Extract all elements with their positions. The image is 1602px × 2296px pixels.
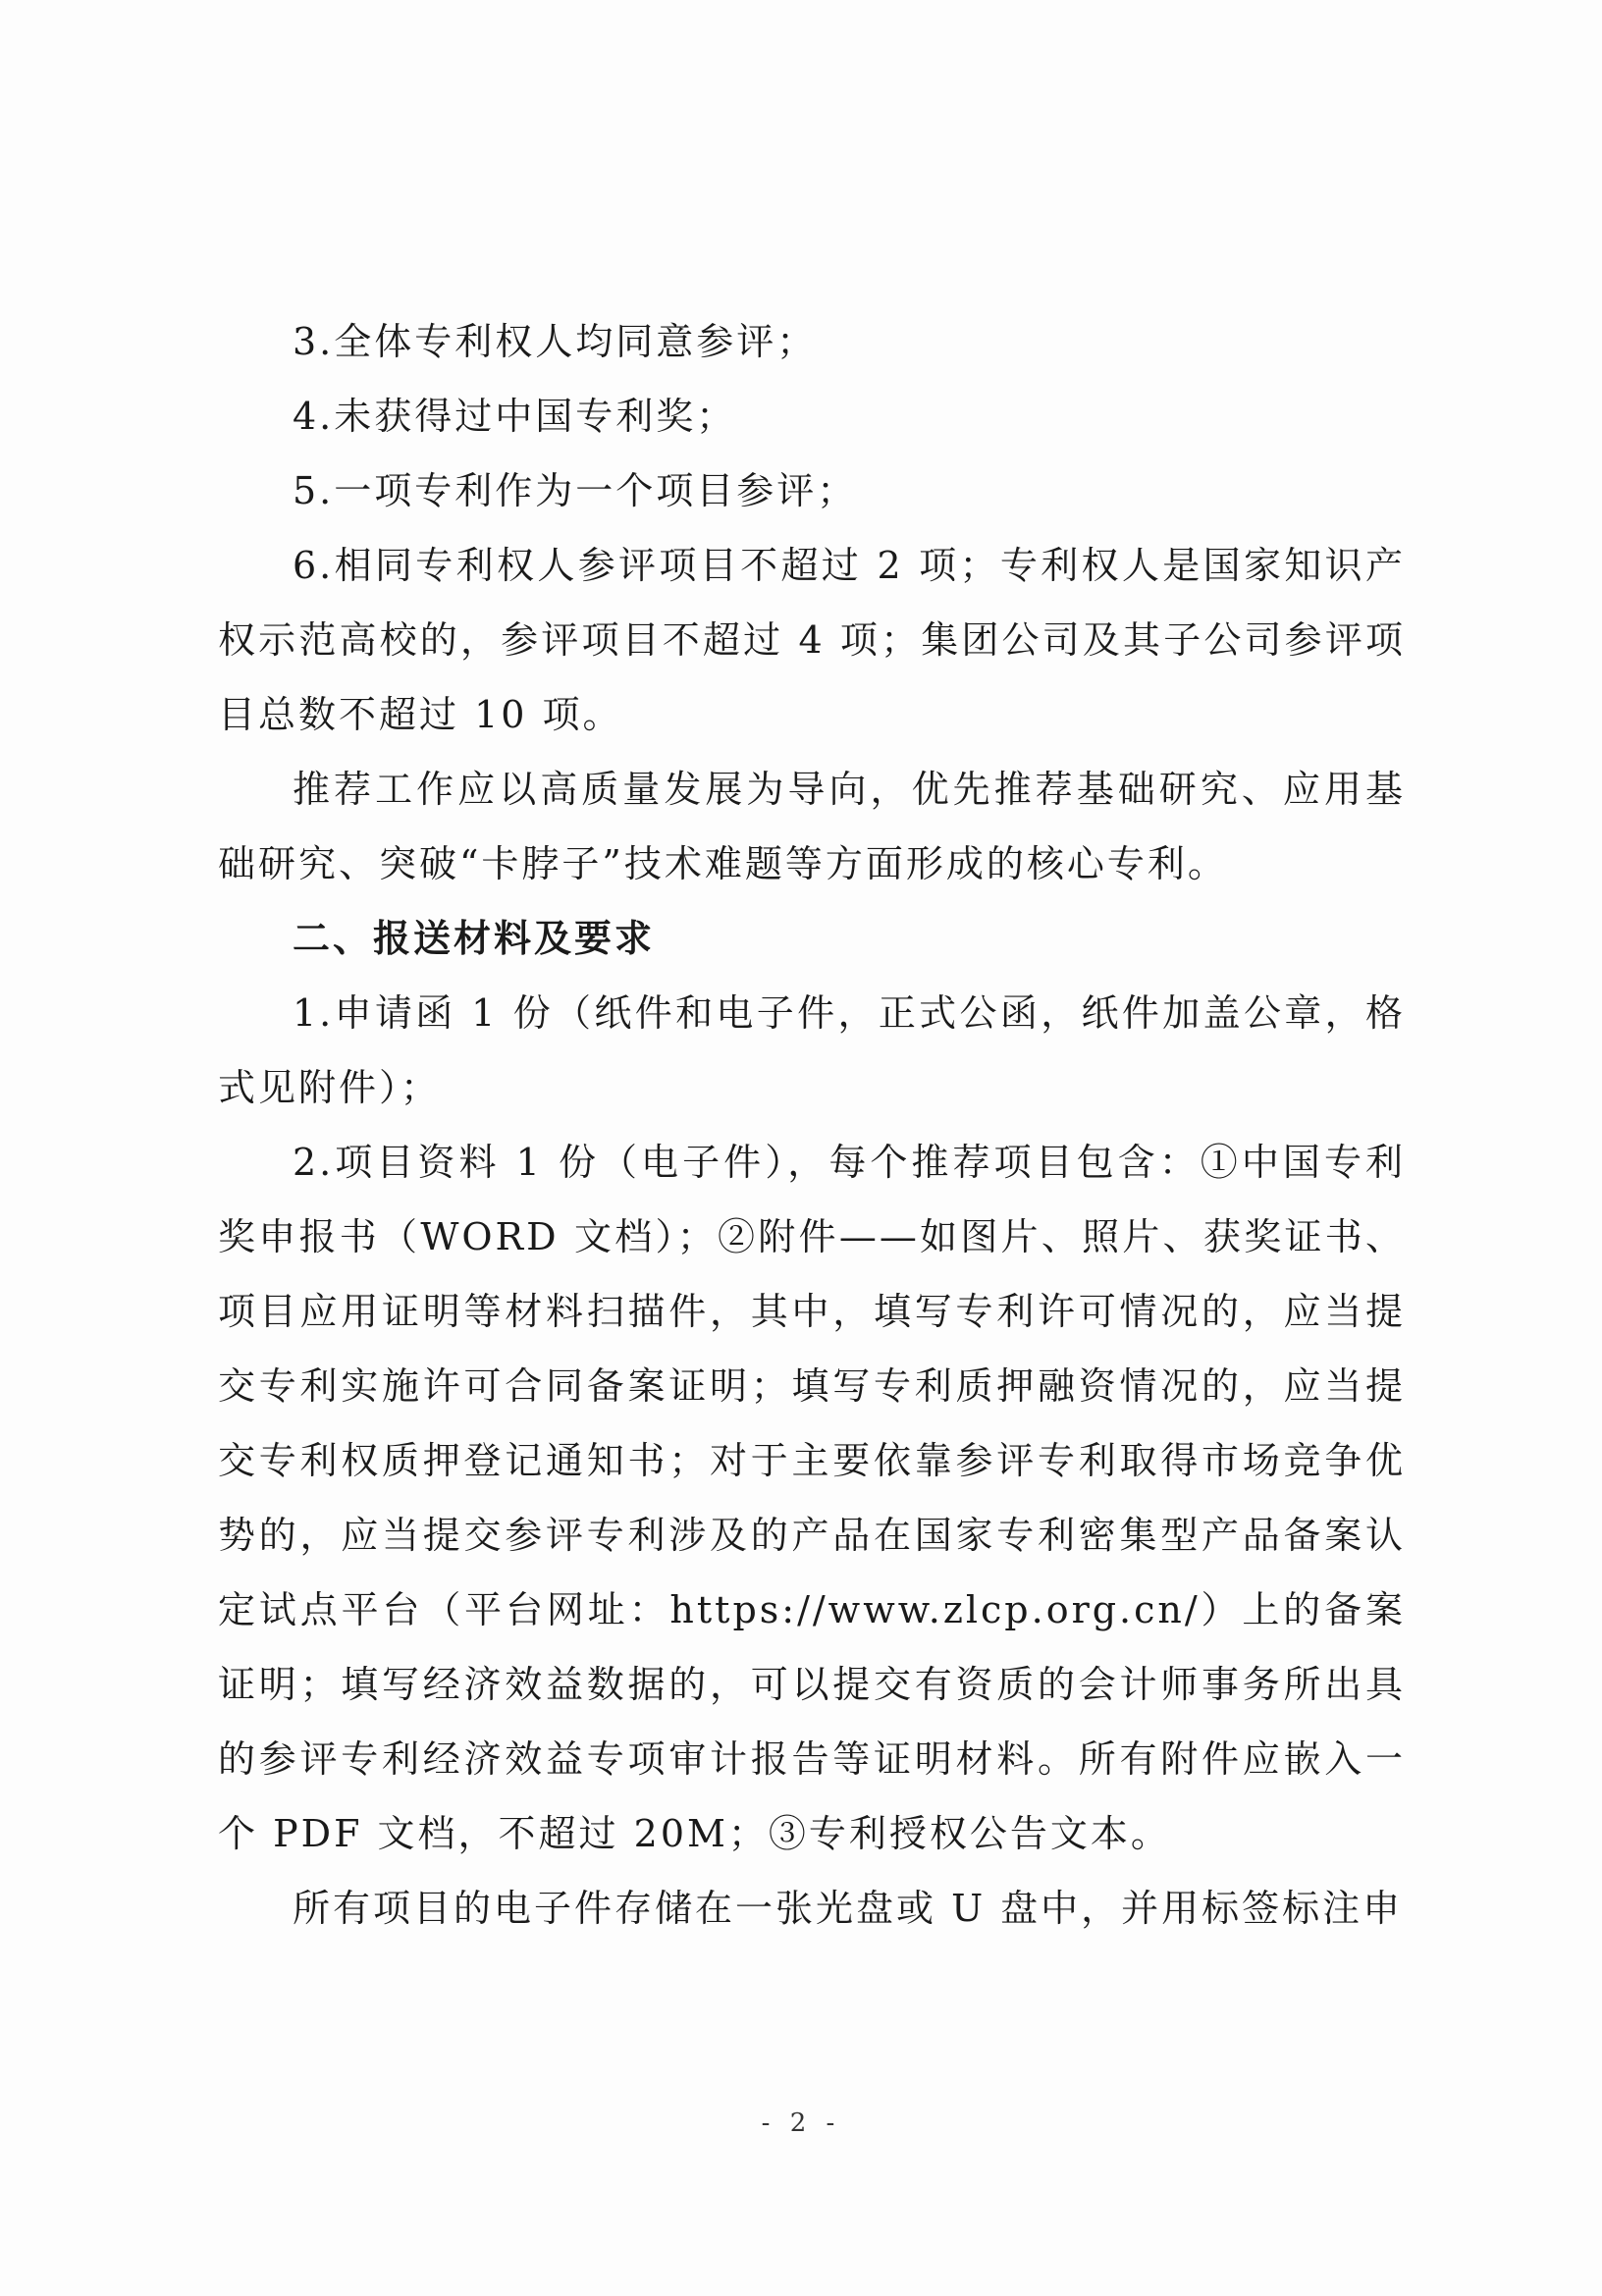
requirement-item-3: 3.全体专利权人均同意参评；: [293, 320, 818, 363]
page-number: - 2 -: [761, 2109, 841, 2138]
requirement-item-5: 5.一项专利作为一个项目参评；: [293, 469, 858, 512]
requirement-item-4: 4.未获得过中国专利奖；: [293, 395, 737, 438]
recommendation-guidance: 推荐工作应以高质量发展为导向，优先推荐基础研究、应用基础研究、突破“卡脖子”技术难题等方面形成的核心专利。: [218, 768, 1406, 885]
document-body: [218, 304, 1406, 1946]
requirement-item-6: 6.相同专利权人参评项目不超过 2 项；专利权人是国家知识产权示范高校的，参评项目不超过 4 项；集团公司及其子公司参评项目总数不超过 10 项。: [218, 544, 1406, 736]
section-heading: 二、报送材料及要求: [293, 917, 656, 960]
material-item-2: 2.项目资料 1 份（电子件），每个推荐项目包含：①中国专利奖申报书（WORD 文档）；②附件——如图片、照片、获奖证书、项目应用证明等材料扫描件，其中，填写专利许可情况的，应当提交专利实施许可合同备案证明；填写专利质押融资情况的，应当提交专利权质押登记通知书；对于主要依靠参评专利取得市场竞争优势的，应当提交参评专利涉及的产品在国家专利密集型产品备案认定试点平台（平台网址：https://www.zlcp.org.cn/）上的备案证明；填写经济效益数据的，可以提交有资质的会计师事务所出具的参评专利经济效益专项审计报告等证明材料。所有附件应嵌入一个 PDF 文档，不超过 20M；③专利授权公告文本。: [218, 1141, 1406, 1855]
material-item-1: 1.申请函 1 份（纸件和电子件，正式公函，纸件加盖公章，格式见附件）；: [218, 991, 1406, 1109]
storage-instruction: 所有项目的电子件存储在一张光盘或 U 盘中，并用标签标注申: [293, 1887, 1404, 1930]
